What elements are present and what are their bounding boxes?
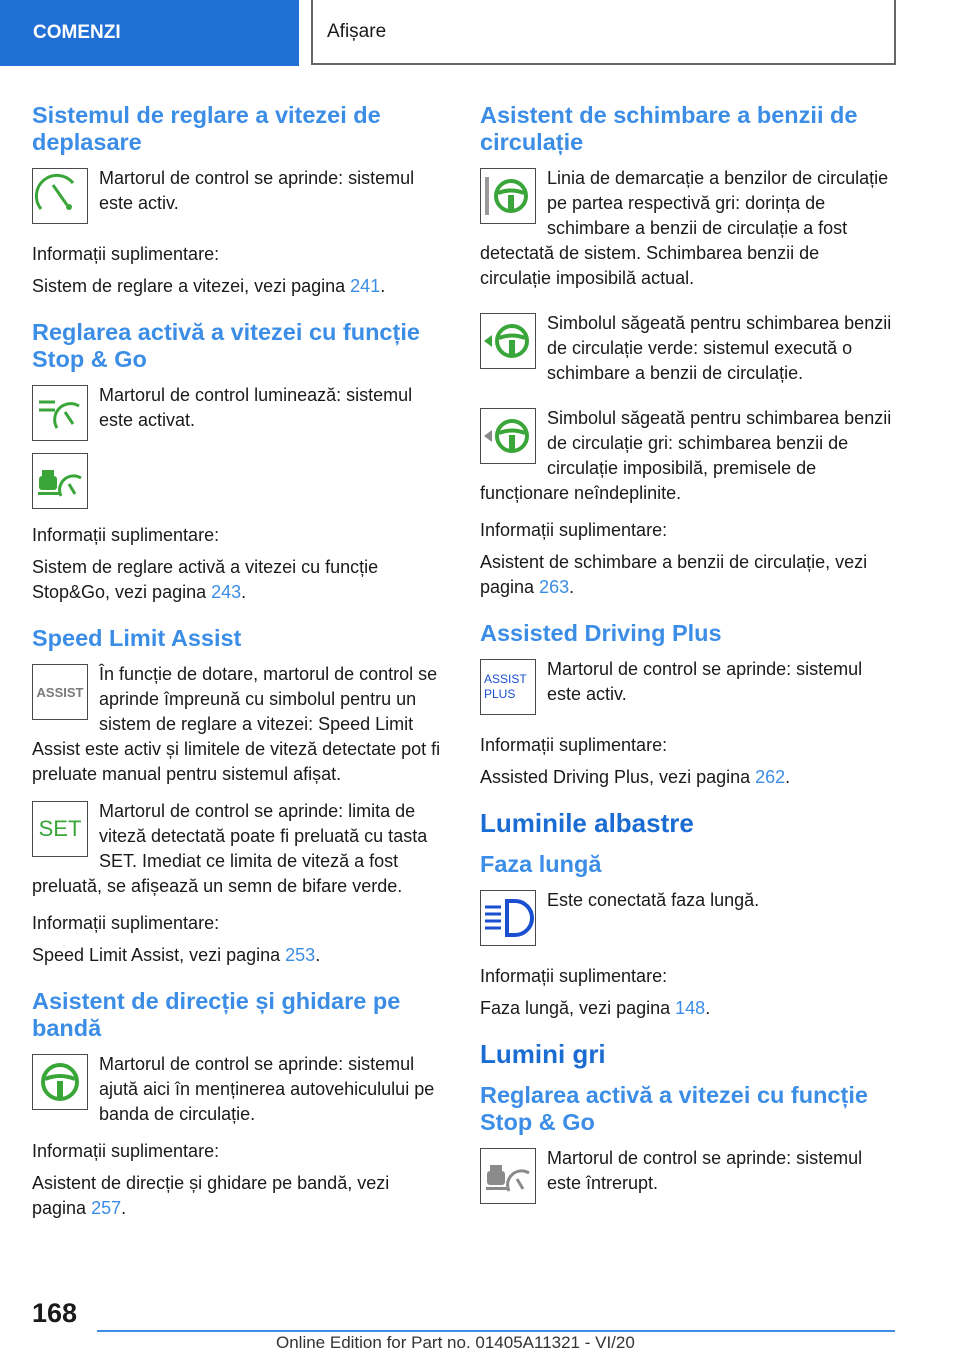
- lane-change-grey-arrow-icon: [480, 408, 536, 464]
- section-lane-change: [480, 102, 894, 600]
- entry-set: [32, 799, 446, 899]
- entry-text: Martorul de control se aprinde: sistemul este activ.: [547, 659, 863, 704]
- page-number: 168: [32, 1298, 78, 1328]
- entry-text: Martorul de control luminează: sistemul este activat.: [99, 385, 413, 430]
- lane-change-green-arrow-icon: [480, 313, 536, 369]
- info-ref: Asistent de schimbare a benzii de circulație, vezi pagina 263.: [480, 552, 868, 597]
- acc-car-green-icon: [32, 453, 88, 509]
- info-block: [32, 242, 446, 299]
- entry-text: Martorul de control se aprinde: sistemul este întrerupt.: [547, 1148, 863, 1193]
- heading-blue-lights: Luminile albastre: [480, 808, 694, 838]
- page-link-148[interactable]: 148: [675, 998, 706, 1018]
- entry-lane-change-grey-line: [480, 166, 894, 291]
- heading-acc-stop-go-grey: Reglarea activă a vitezei cu funcție Stop & Go: [480, 1082, 868, 1135]
- topic-label: Afișare: [327, 20, 387, 42]
- page-link-262[interactable]: 262: [755, 767, 786, 787]
- section-high-beam: [480, 851, 894, 1021]
- info-label: Informații suplimentare:: [480, 735, 668, 755]
- high-beam-blue-icon: [480, 890, 536, 946]
- page-link-253[interactable]: 253: [285, 945, 316, 965]
- info-label: Informații suplimentare:: [480, 966, 668, 986]
- entry-text: Martorul de control se aprinde: sistemul ajută aici în menținerea autovehiculului pe banda de circulație.: [99, 1054, 435, 1124]
- info-label: Informații suplimentare:: [32, 244, 220, 264]
- entry-text: Martorul de control se aprinde: limita de viteză detectată poate fi preluată cu tasta SET. Imediat ce limita de viteză a fost preluată, se afișează un semn de bifare verde.: [32, 801, 428, 896]
- footer-edition: Online Edition for Part no. 01405A11321 - VI/20: [276, 1333, 635, 1352]
- section-tab: [0, 0, 299, 66]
- section-speed-control: [32, 102, 446, 299]
- info-label: Informații suplimentare:: [480, 520, 668, 540]
- section-assisted-driving-plus: [480, 620, 894, 790]
- info-block: [480, 518, 894, 600]
- info-ref: Faza lungă, vezi pagina 148.: [480, 998, 711, 1018]
- entry-text: Linia de demarcație a benzilor de circulație pe partea respectivă gri: dorința de schimbare a benzii de circulație a fost detectată de sistem. Schimbarea benzii de circulație imposibilă actual.: [480, 168, 889, 288]
- info-block: [32, 911, 446, 968]
- info-ref: Sistem de reglare activă a vitezei cu funcție Stop&Go, vezi pagina 243.: [32, 557, 379, 602]
- speedometer-green-icon: [32, 168, 88, 224]
- set-green-icon: SET: [32, 801, 88, 857]
- entry-text: Simbolul săgeată pentru schimbarea benzii de circulație gri: schimbarea benzii de circulație imposibilă, premisele de funcționare neîndeplinite.: [480, 408, 892, 503]
- heading-grey-lights: Lumini gri: [480, 1039, 606, 1069]
- info-ref: Speed Limit Assist, vezi pagina 253.: [32, 945, 321, 965]
- entry-text: Este conectată faza lungă.: [547, 890, 760, 910]
- info-ref: Asistent de direcție și ghidare pe bandă, vezi pagina 257.: [32, 1173, 390, 1218]
- info-block: [480, 964, 894, 1021]
- section-lane-keeping: [32, 988, 446, 1221]
- entry-lane-change-green-arrow: [480, 311, 894, 386]
- info-ref: Sistem de reglare a vitezei, vezi pagina 241.: [32, 276, 386, 296]
- heading-lane-change: Asistent de schimbare a benzii de circulație: [480, 102, 858, 155]
- entry-text: Simbolul săgeată pentru schimbarea benzii de circulație verde: sistemul execută o schimbare a benzii de circulație.: [547, 313, 892, 383]
- entry-lane-change-grey-arrow: [480, 406, 894, 506]
- steering-wheel-green-icon: [32, 1054, 88, 1110]
- left-column: [32, 102, 446, 1241]
- right-column: [480, 102, 894, 1230]
- section-acc-stop-go: [32, 319, 446, 605]
- heading-acc-stop-go: Reglarea activă a vitezei cu funcție Stop & Go: [32, 319, 420, 372]
- entry-assisted-driving-plus: [480, 657, 894, 721]
- acc-car-grey-icon: [480, 1148, 536, 1204]
- assist-grey-icon: ASSIST: [32, 664, 88, 720]
- page-link-263[interactable]: 263: [539, 577, 570, 597]
- heading-high-beam: Faza lungă: [480, 851, 602, 877]
- info-ref: Assisted Driving Plus, vezi pagina 262.: [480, 767, 791, 787]
- page-link-241[interactable]: 241: [350, 276, 381, 296]
- info-block: [480, 733, 894, 790]
- heading-lane-keeping: Asistent de direcție și ghidare pe bandă: [32, 988, 401, 1041]
- info-label: Informații suplimentare:: [32, 525, 220, 545]
- entry-high-beam: [480, 888, 894, 952]
- page-link-243[interactable]: 243: [211, 582, 242, 602]
- section-label: COMENZI: [33, 22, 121, 43]
- section-acc-stop-go-grey: [480, 1082, 894, 1210]
- info-block: [32, 1139, 446, 1221]
- entry-acc-stop-go: [32, 383, 446, 447]
- page-link-257[interactable]: 257: [91, 1198, 122, 1218]
- entry-lane-keeping: [32, 1052, 446, 1127]
- heading-assisted-driving-plus: Assisted Driving Plus: [480, 620, 722, 646]
- entry-speed-control: [32, 166, 446, 230]
- entry-text: Martorul de control se aprinde: sistemul este activ.: [99, 168, 415, 213]
- entry-assist: [32, 662, 446, 787]
- lane-change-grey-line-icon: [480, 168, 536, 224]
- entry-text: În funcție de dotare, martorul de control se aprinde împreună cu simbolul pentru un sistem de reglare a vitezei: Speed Limit Assist este activ și limitele de viteză detectate pot fi preluate manual pentru sistemul afișat.: [32, 664, 441, 784]
- info-label: Informații suplimentare:: [32, 1141, 220, 1161]
- acc-distance-green-icon: [32, 385, 88, 441]
- topic-header: [311, 0, 896, 65]
- section-speed-limit-assist: [32, 625, 446, 968]
- footer-divider: [97, 1330, 895, 1332]
- assist-plus-blue-icon: ASSIST PLUS: [480, 659, 536, 715]
- info-label: Informații suplimentare:: [32, 913, 220, 933]
- entry-acc-stop-go-grey: [480, 1146, 894, 1210]
- info-block: [32, 523, 446, 605]
- heading-speed-control: Sistemul de reglare a vitezei de deplasare: [32, 102, 381, 155]
- heading-speed-limit-assist: Speed Limit Assist: [32, 625, 242, 651]
